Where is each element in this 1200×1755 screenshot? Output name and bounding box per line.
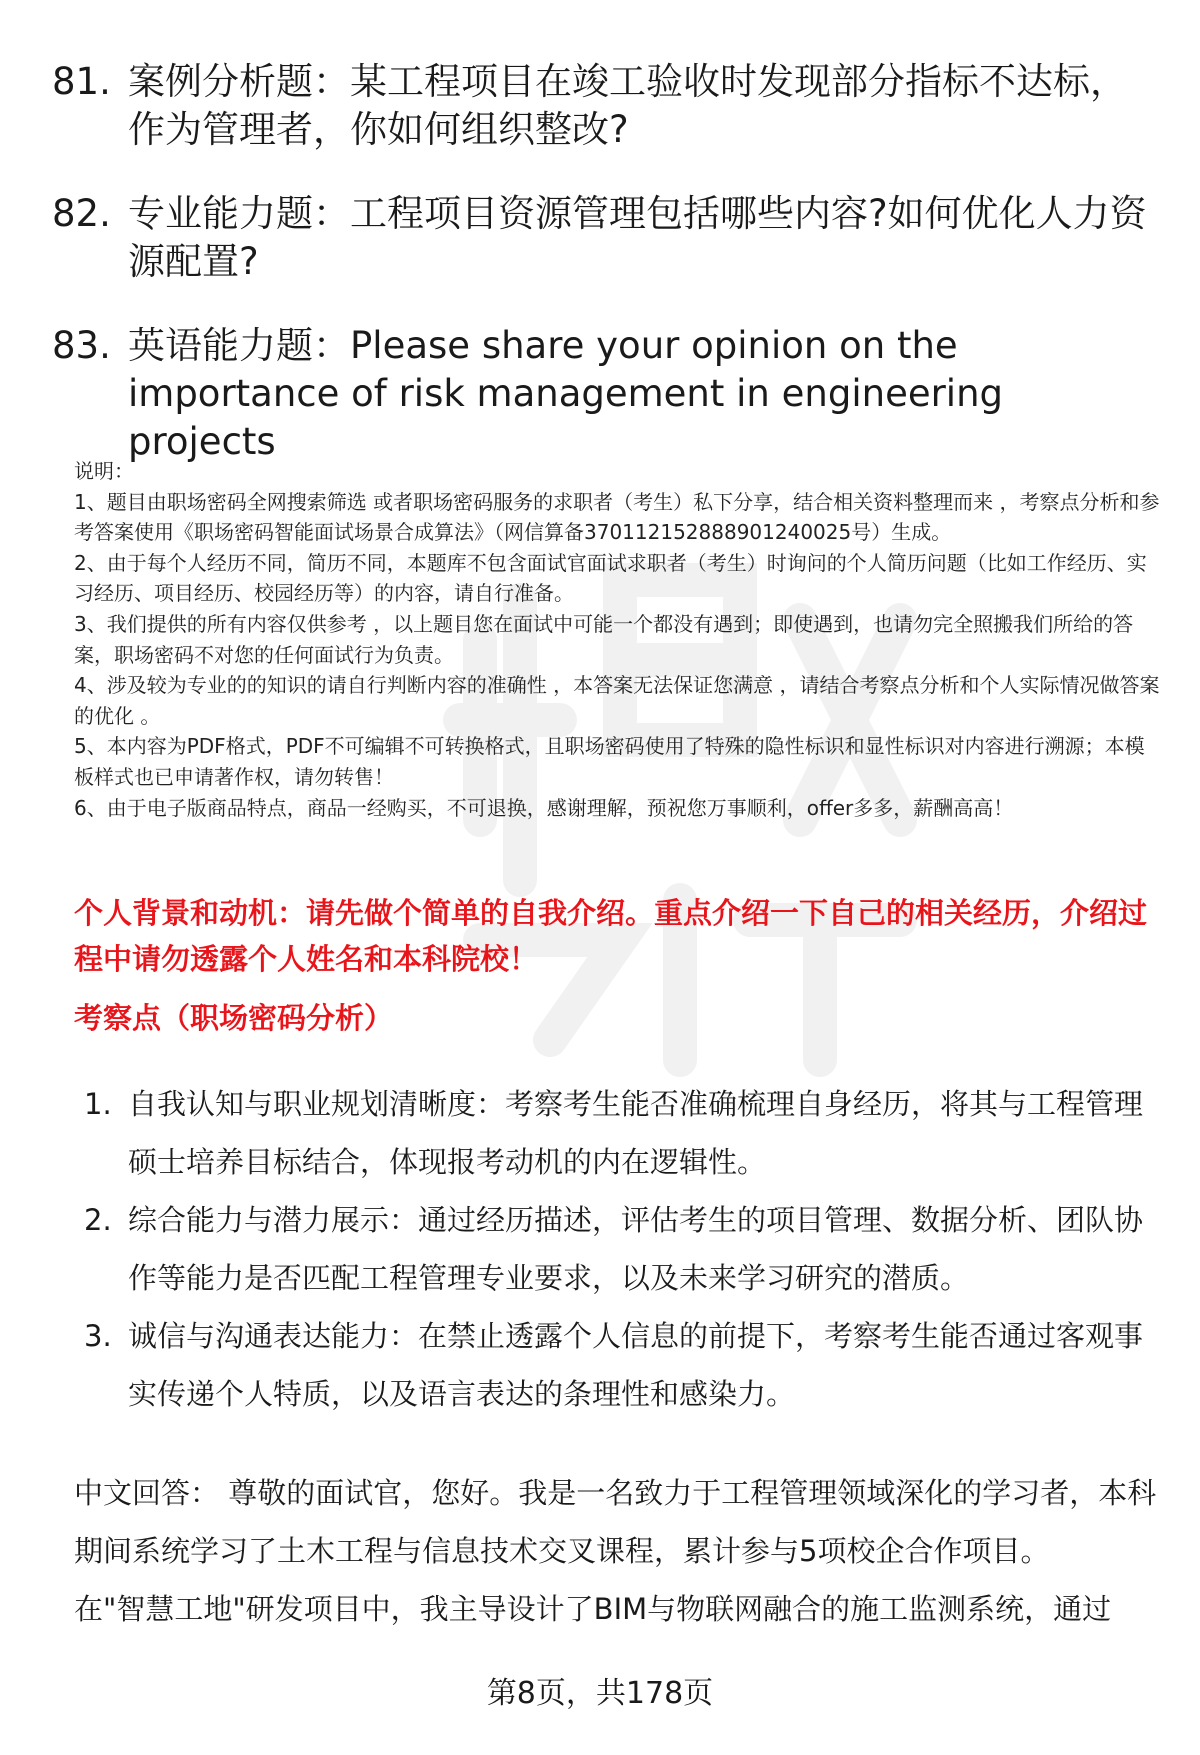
- question-text: 专业能力题：工程项目资源管理包括哪些内容?如何优化人力资源配置?: [128, 192, 1147, 283]
- note-item: 1、题目由职场密码全网搜索筛选 或者职场密码服务的求职者（考生）私下分享，结合相关资料整理而来 ，考察点分析和参考答案使用《职场密码智能面试场景合成算法》（网信算备370112152888901240025号）生成。: [74, 489, 1160, 545]
- note-item: 2、由于每个人经历不同，简历不同，本题库不包含面试官面试求职者（考生）时询问的个人简历问题（比如工作经历、实习经历、项目经历、校园经历等）的内容，请自行准备。: [74, 550, 1147, 606]
- note-item: 4、涉及较为专业的的知识的请自行判断内容的准确性 ，本答案无法保证您满意 ，请结合考察点分析和个人实际情况做答案的优化 。: [74, 673, 1160, 728]
- question-text: 英语能力题：Please share your opinion on the importance of risk management in engineering projects: [128, 324, 1004, 463]
- list-item-text: 自我认知与职业规划清晰度：考察考生能否准确梳理自身经历，将其与工程管理硕士培养目标结合，体现报考动机的内在逻辑性。: [128, 1087, 1144, 1179]
- disclaimer-notes: [74, 456, 1164, 823]
- list-item: [84, 1075, 1164, 1191]
- page-number: 第8页，共178页: [486, 1676, 714, 1711]
- answer-paragraph: 在"智慧工地"研发项目中，我主导设计了BIM与物联网融合的施工监测系统，通过: [74, 1592, 1112, 1626]
- notes-title: 说明：: [74, 459, 134, 483]
- question-82: [52, 190, 1162, 286]
- list-item-text: 综合能力与潜力展示：通过经历描述，评估考生的项目管理、数据分析、团队协作等能力是否匹配工程管理专业要求，以及未来学习研究的潜质。: [128, 1203, 1144, 1295]
- analysis-heading: 考察点（职场密码分析）: [74, 1001, 394, 1035]
- note-item: 6、由于电子版商品特点，商品一经购买，不可退换，感谢理解，预祝您万事顺利，offer多多，薪酬高高！: [74, 795, 1014, 820]
- list-item-number: 1.: [84, 1087, 112, 1121]
- answer-section: [74, 1464, 1164, 1638]
- list-item: [84, 1191, 1164, 1307]
- answer-paragraph: 中文回答： 尊敬的面试官，您好。我是一名致力于工程管理领域深化的学习者，本科期间系统学习了土木工程与信息技术交叉课程，累计参与5项校企合作项目。: [74, 1476, 1157, 1568]
- note-item: 5、本内容为PDF格式，PDF不可编辑不可转换格式，且职场密码使用了特殊的隐性标识和显性标识对内容进行溯源；本模板样式也已申请著作权，请勿转售！: [74, 734, 1145, 789]
- question-83: [52, 322, 1162, 466]
- analysis-points-list: [84, 1075, 1164, 1423]
- interview-question-heading: 个人背景和动机：请先做个简单的自我介绍。重点介绍一下自己的相关经历，介绍过程中请勿透露个人姓名和本科院校！: [74, 896, 1148, 976]
- list-item-text: 诚信与沟通表达能力：在禁止透露个人信息的前提下，考察考生能否通过客观事实传递个人特质，以及语言表达的条理性和感染力。: [128, 1319, 1144, 1411]
- question-number: 81.: [52, 60, 111, 103]
- question-number: 82.: [52, 192, 111, 235]
- list-item-number: 2.: [84, 1203, 112, 1237]
- question-text: 案例分析题：某工程项目在竣工验收时发现部分指标不达标，作为管理者，你如何组织整改?: [128, 60, 1127, 151]
- question-number: 83.: [52, 324, 111, 367]
- note-item: 3、我们提供的所有内容仅供参考 ，以上题目您在面试中可能一个都没有遇到；即使遇到，也请勿完全照搬我们所给的答案，职场密码不对您的任何面试行为负责。: [74, 611, 1134, 667]
- list-item-number: 3.: [84, 1319, 112, 1353]
- question-81: [52, 58, 1162, 154]
- list-item: [84, 1307, 1164, 1423]
